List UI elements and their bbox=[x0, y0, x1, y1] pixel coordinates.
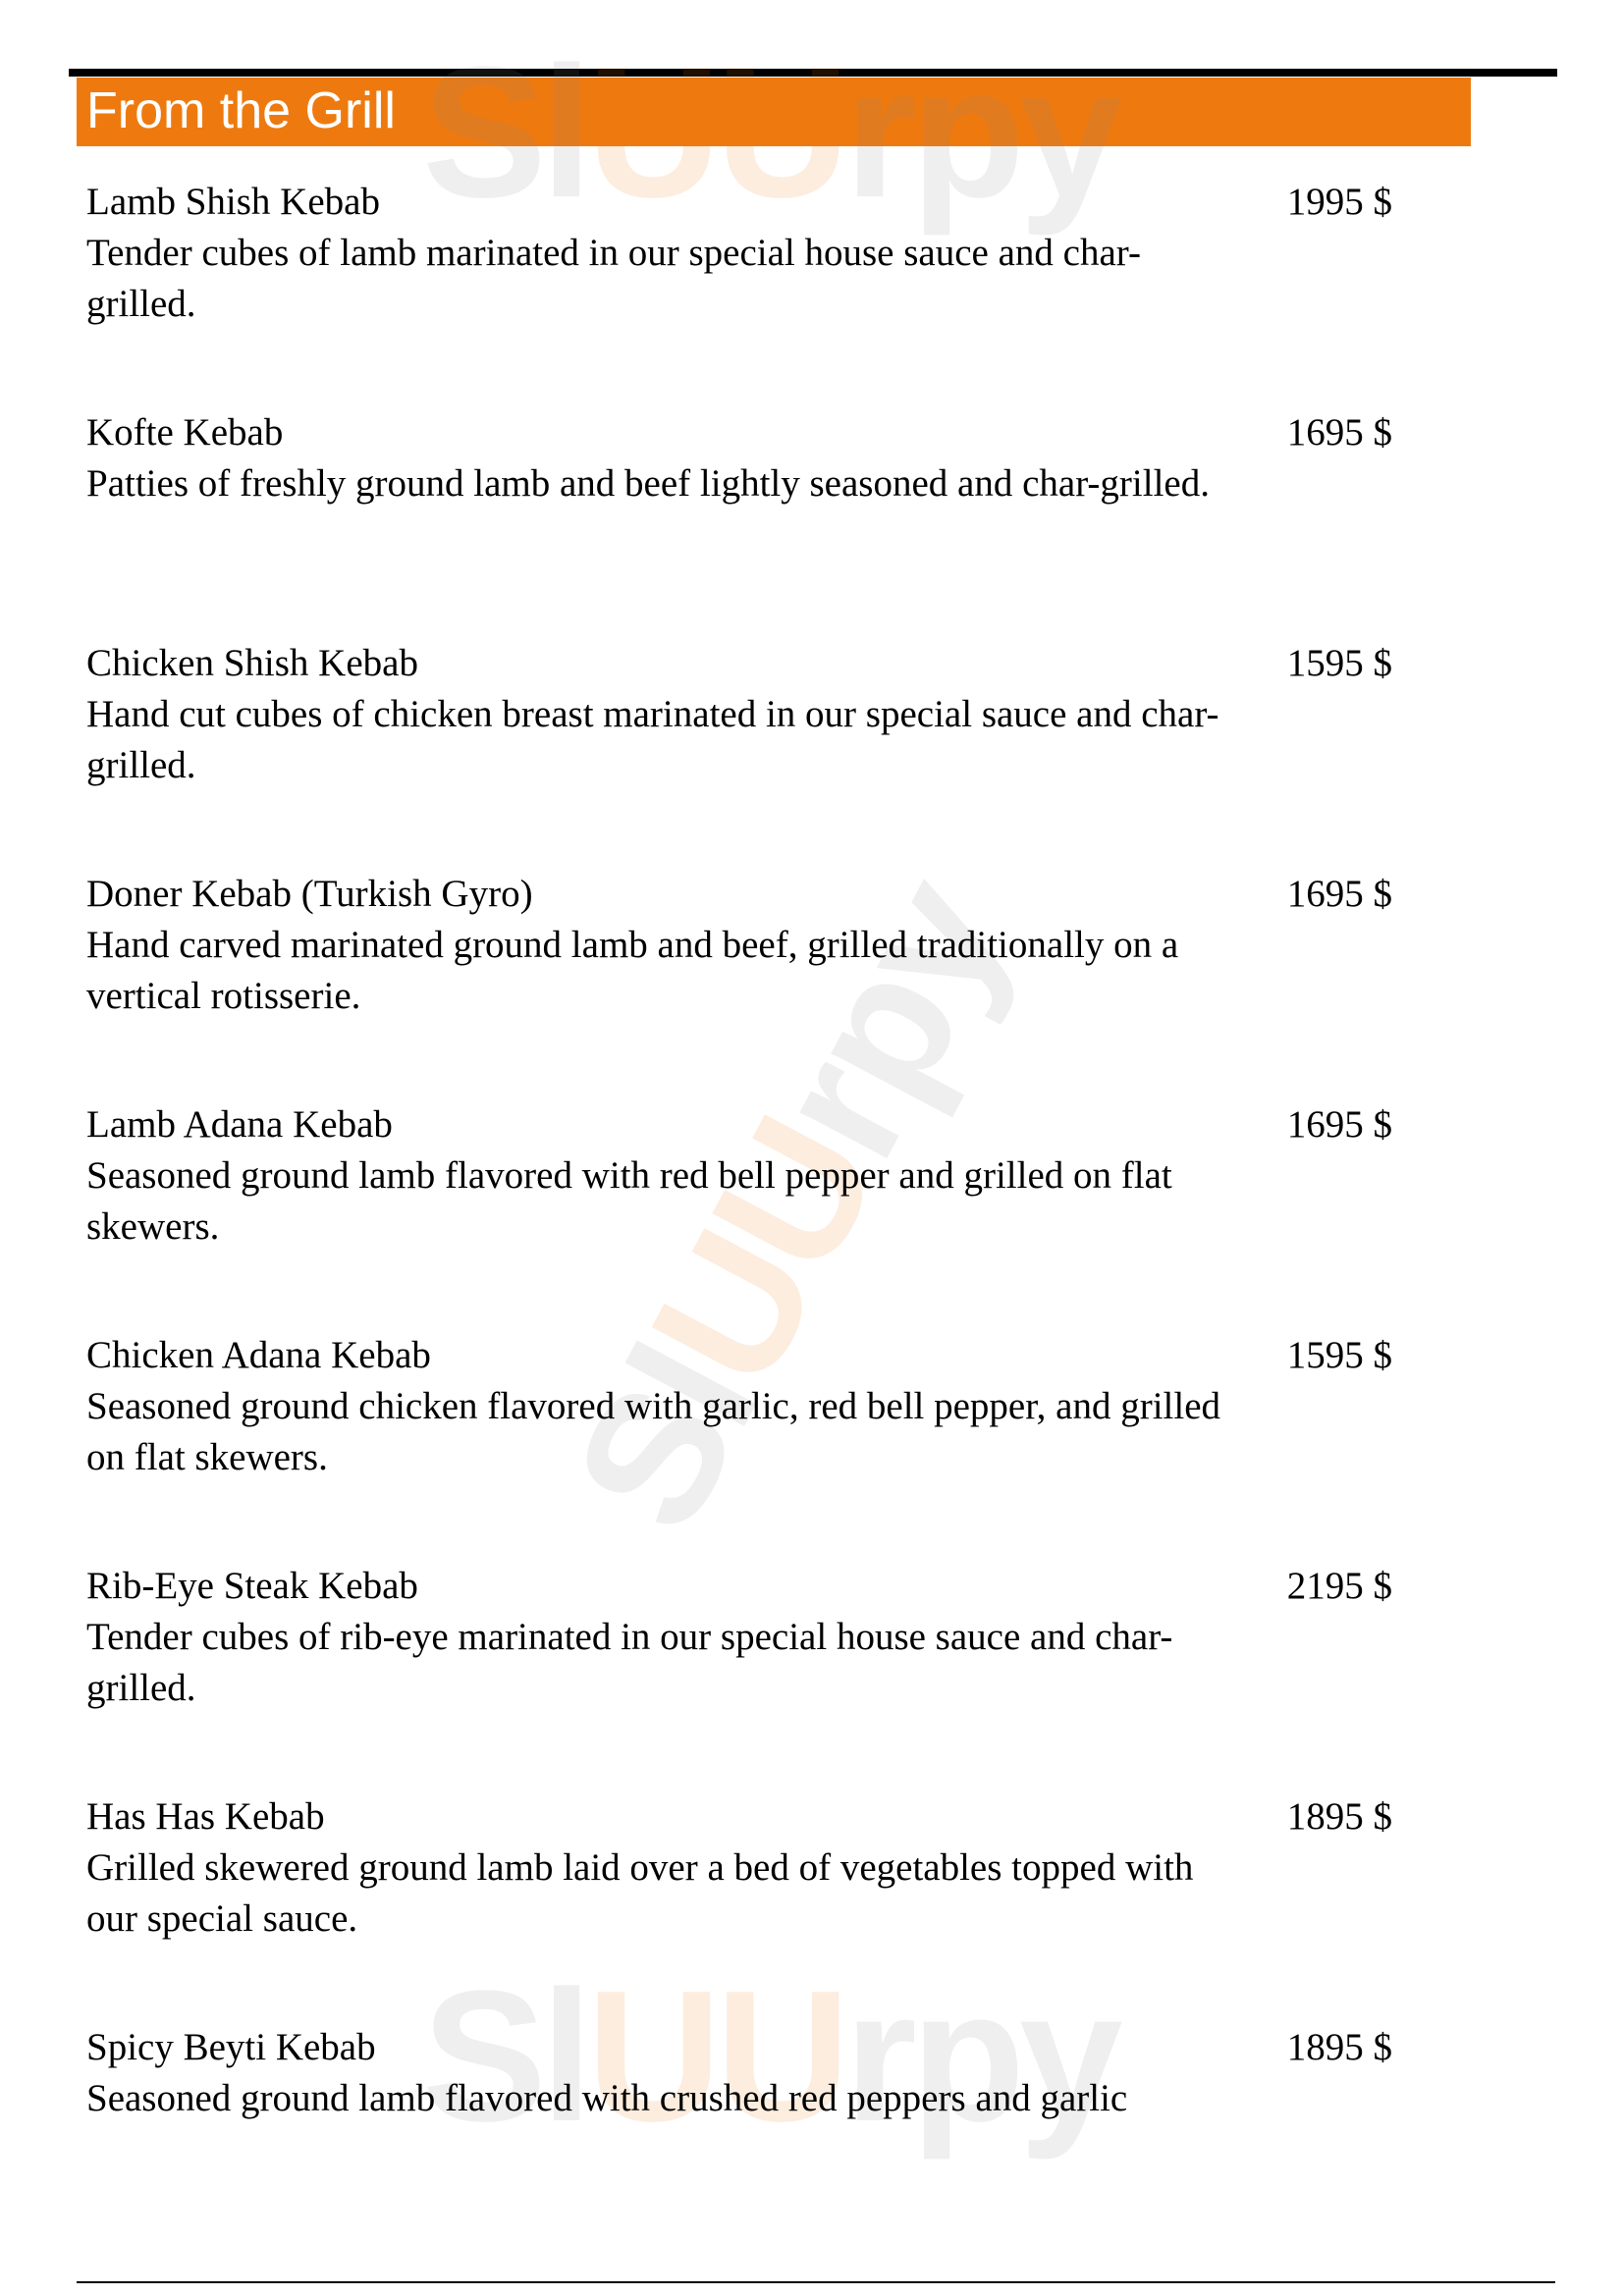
item-name: Kofte Kebab bbox=[86, 411, 284, 454]
item-name: Lamb Adana Kebab bbox=[86, 1103, 393, 1146]
item-description: Tender cubes of rib-eye marinated in our special house sauce and char-grilled. bbox=[86, 1616, 1173, 1709]
item-description: Seasoned ground lamb flavored with crushed red peppers and garlic bbox=[86, 2077, 1128, 2119]
item-name: Spicy Beyti Kebab bbox=[86, 2026, 376, 2068]
item-price: 1695 $ bbox=[1286, 1103, 1392, 1146]
item-name: Has Has Kebab bbox=[86, 1795, 325, 1838]
item-description: Hand carved marinated ground lamb and beef, grilled traditionally on a vertical rotisserie. bbox=[86, 924, 1179, 1017]
item-description: Grilled skewered ground lamb laid over a bed of vegetables topped with our special sauce. bbox=[86, 1846, 1194, 1940]
watermark-logo-bottom: SlUUrpy bbox=[422, 1952, 1117, 2161]
item-price: 1695 $ bbox=[1286, 873, 1392, 915]
item-description: Tender cubes of lamb marinated in our special house sauce and char-grilled. bbox=[86, 232, 1141, 325]
top-rule bbox=[69, 69, 1557, 77]
watermark-logo-middle: SlUUrpy bbox=[534, 850, 1045, 1562]
item-description: Seasoned ground chicken flavored with garlic, red bell pepper, and grilled on flat skewers. bbox=[86, 1385, 1221, 1478]
bottom-rule bbox=[77, 2281, 1555, 2283]
item-description: Patties of freshly ground lamb and beef lightly seasoned and char-grilled. bbox=[86, 462, 1210, 505]
item-price: 1895 $ bbox=[1286, 1795, 1392, 1838]
item-name: Doner Kebab (Turkish Gyro) bbox=[86, 873, 533, 915]
item-price: 1595 $ bbox=[1286, 642, 1392, 684]
item-price: 2195 $ bbox=[1286, 1565, 1392, 1607]
item-price: 1995 $ bbox=[1286, 181, 1392, 223]
item-price: 1695 $ bbox=[1286, 411, 1392, 454]
item-name: Lamb Shish Kebab bbox=[86, 181, 380, 223]
item-description: Hand cut cubes of chicken breast marinated in our special sauce and char-grilled. bbox=[86, 693, 1219, 786]
section-title: From the Grill bbox=[86, 82, 396, 139]
item-price: 1895 $ bbox=[1286, 2026, 1392, 2068]
item-price: 1595 $ bbox=[1286, 1334, 1392, 1376]
section-banner bbox=[77, 78, 1471, 146]
item-name: Chicken Shish Kebab bbox=[86, 642, 418, 684]
item-description: Seasoned ground lamb flavored with red bell pepper and grilled on flat skewers. bbox=[86, 1154, 1172, 1248]
item-name: Chicken Adana Kebab bbox=[86, 1334, 431, 1376]
item-name: Rib-Eye Steak Kebab bbox=[86, 1565, 418, 1607]
